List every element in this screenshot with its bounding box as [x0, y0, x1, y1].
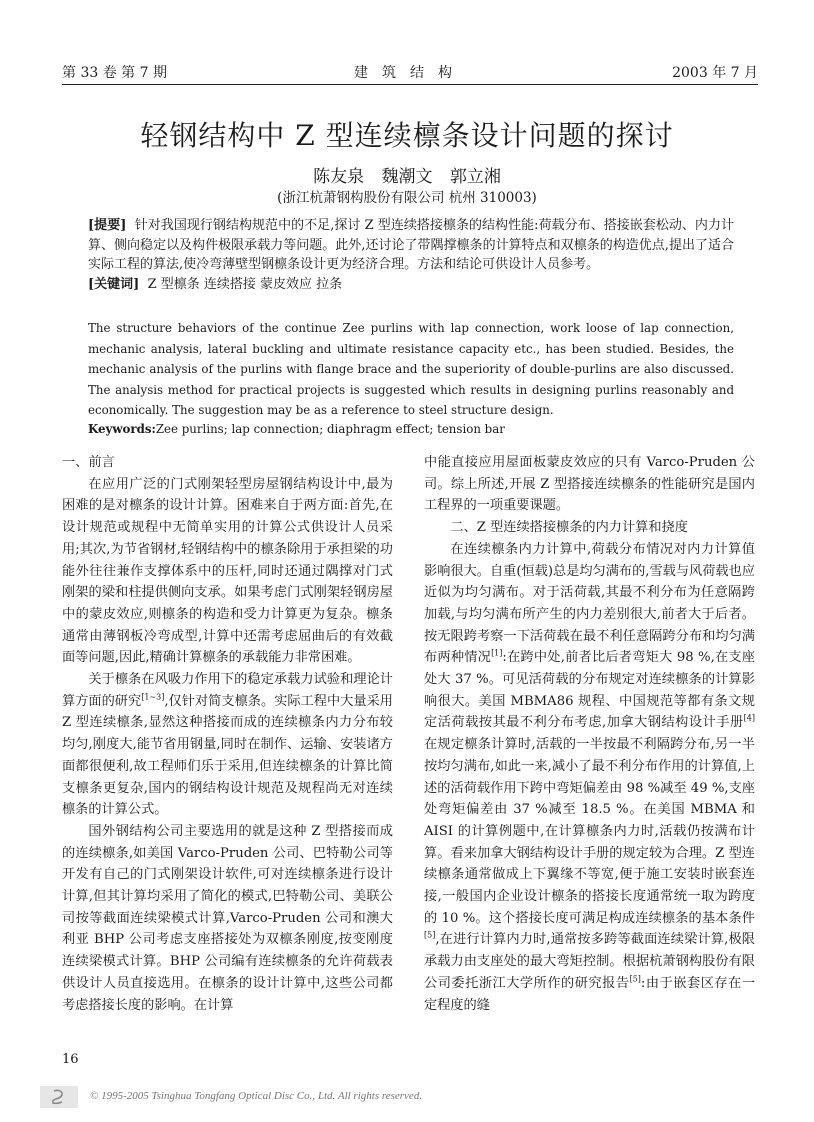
footer — [40, 1086, 760, 1110]
cnki-logo-icon — [40, 1086, 78, 1108]
body-column-left — [62, 452, 393, 1016]
abstract-cn-text: 针对我国现行钢结构规范中的不足,探讨 Z 型连续搭接檩条的结构性能:荷载分布、搭接嵌套松动、内力计算、侧向稳定以及构件极限承载力等问题。此外,还讨论了带隅撑檩条的计算特点和双檩条的构造优点,提出了适合实际工程的算法,使冷弯薄壁型钢檩条设计更为经济合理。方法和结论可供设计人员参考。 — [88, 218, 734, 272]
running-header — [62, 62, 758, 82]
body-paragraph: 在应用广泛的门式刚架轻型房屋钢结构设计中,最为困难的是对檩条的设计计算。困难来自于两方面:首先,在设计规范或规程中无简单实用的计算公式供设计人员采用;其次,为节省钢材,轻钢结构中的檩条除用于承担梁的功能外往往兼作支撑体系中的压杆,同时还通过隅撑对门式刚架的梁和柱提供侧向支承。如果考虑门式刚架轻钢房屋中的蒙皮效应,则檩条的构造和受力计算更为复杂。檩条通常由薄钢板冷弯成型,计算中还需考虑屈曲后的有效截面等问题,因此,精确计算檩条的承载能力非常困难。 — [62, 476, 393, 666]
body-paragraph: 国外钢结构公司主要选用的就是这种 Z 型搭接而成的连续檩条,如美国 Varco-Pruden 公司、巴特勒公司等开发有自己的门式刚架设计软件,可对连续檩条进行设计计算,但其计算均采用了简化的模式,巴特勒公司、美联公司按等截面连续梁模式计算,Varco-Pruden 公司和澳大利亚 BHP 公司考虑支座搭接处为双檩条刚度,按变刚度连续梁模式计算。BHP 公司编有连续檩条的允许荷载表供设计人员直接选用。在檩条的设计计算中,这些公司都考虑搭接长度的影响。在计算 — [62, 823, 393, 1013]
abstract-cn-label: [提要] — [88, 218, 127, 233]
citation: [1~3] — [141, 692, 165, 702]
body-text: ,在进行计算内力时,通常按多跨等截面连续梁计算,极限承载力由支座处的最大弯矩控制。根据杭萧钢构股份有限公司委托浙江大学所作的研究报告 — [424, 932, 755, 991]
page-number: 16 — [62, 1052, 79, 1067]
body-text: 在规定檩条计算时,活载的一半按最不利隔跨分布,另一半按均匀满布,如此一来,减小了最不利分布作用的计算值,上述的活荷载作用下跨中弯矩偏差由 98 %减至 49 %,支座处弯矩偏差由 37 %减至 18.5 %。在美国 MBMA 和 AISI 的计算例题中,在计算檩条内力时,活载仍按满布计算。看来加拿大钢结构设计手册的规定较为合理。Z 型连续檩条通常做成上下翼缘不等宽,便于施工安装时嵌套连接,一般国内企业设计檩条的搭接长度通常统一取为跨度的 10 %。这个搭接长度可满足构成连续檩条的基本条件 — [424, 737, 755, 926]
keywords-cn-text: Z 型檩条 连续搭接 蒙皮效应 拉条 — [147, 276, 343, 292]
abstract-cn-paragraph — [88, 216, 734, 275]
body-column-right — [424, 452, 755, 1016]
citation: [4] — [743, 714, 755, 724]
section-heading-internal-force: 二、Z 型连续搭接檩条的内力计算和挠度 — [450, 520, 688, 536]
body-text: :由于嵌套区存在一定程度的缝 — [424, 975, 756, 1013]
authors: 陈友泉 魏潮文 郭立湘 — [313, 167, 501, 187]
body-paragraph — [424, 539, 755, 1016]
body-paragraph: 中能直接应用屋面板蒙皮效应的只有 Varco-Pruden 公司。综上所述,开展 Z 型搭接连续檩条的性能研究是国内工程界的一项重要课题。 — [424, 455, 755, 514]
copyright-notice: © 1995-2005 Tsinghua Tongfang Optical Disc Co., Ltd. All rights reserved. — [90, 1090, 423, 1102]
keywords-cn-label: [关键词] — [88, 276, 140, 292]
keywords-en — [88, 422, 734, 436]
issue-date: 2003 年 7 月 — [672, 65, 758, 81]
abstract-en-text: The structure behaviors of the continue Zee purlins with lap connection, work loose of lap connection, mechanic analysis, lateral buckling and ultimate resistance capacity etc., has been studied. Besides, the mechanic analysis of the purlins with flange brace and the superiority of double-purlins are also discussed. The analysis method for practical projects is suggested which results in designing purlins reasonably and economically. The suggestion may be as a reference to steel structure design. — [88, 321, 734, 418]
affiliation: (浙江杭萧钢构股份有限公司 杭州 310003) — [277, 190, 537, 206]
body-paragraph — [62, 669, 393, 821]
journal-name: 建筑结构 — [354, 65, 466, 81]
keywords-en-label: Keywords: — [88, 422, 156, 436]
keywords-cn — [88, 275, 734, 295]
citation: [5] — [424, 931, 436, 941]
body-text: ,仅针对简支檩条。实际工程中大量采用 Z 型连续檩条,显然这种搭接而成的连续檩条内力分布较均匀,刚度大,能节省用钢量,同时在制作、运输、安装诸方面都很便利,故工程师们乐于采用,但连续檩条的计算比简支檩条更复杂,国内的钢结构设计规范及规程尚无对连续檩条的计算公式。 — [62, 693, 393, 818]
body-text: 关于檩条在风吸力作用下的稳定承载力试验和理论计算方面的研究 — [62, 672, 393, 709]
paper-title: 轻钢结构中 Z 型连续檩条设计问题的探讨 — [140, 119, 674, 152]
volume-issue: 第 33 卷 第 7 期 — [62, 65, 167, 81]
citation: [5] — [629, 974, 641, 984]
abstract-chinese — [88, 216, 734, 294]
header-rule — [62, 84, 758, 85]
section-heading-introduction: 一、前言 — [62, 455, 115, 470]
citation: [1] — [491, 648, 503, 658]
body-text: 在连续檩条内力计算中,荷载分布情况对内力计算值影响很大。自重(恒载)总是均匀满布的,雪载与风荷载也应近似为均匀满布。对于活荷载,其最不利分布为任意隔跨加载,与均匀满布所产生的内力差别很大,前者大于后者。按无限跨考察一下活荷载在最不利任意隔跨分布和均匀满布两种情况 — [424, 541, 755, 666]
keywords-en-text: Zee purlins; lap connection; diaphragm effect; tension bar — [155, 422, 505, 436]
abstract-english — [88, 318, 734, 421]
body-text: :在跨中处,前者比后者弯矩大 98 %,在支座处大 37 %。可见活荷载的分布规定对连续檩条的计算影响很大。美国 MBMA86 规程、中国规范等都有条文规定活荷载按其最不利分布考虑,加拿大钢结构设计手册 — [424, 650, 755, 731]
